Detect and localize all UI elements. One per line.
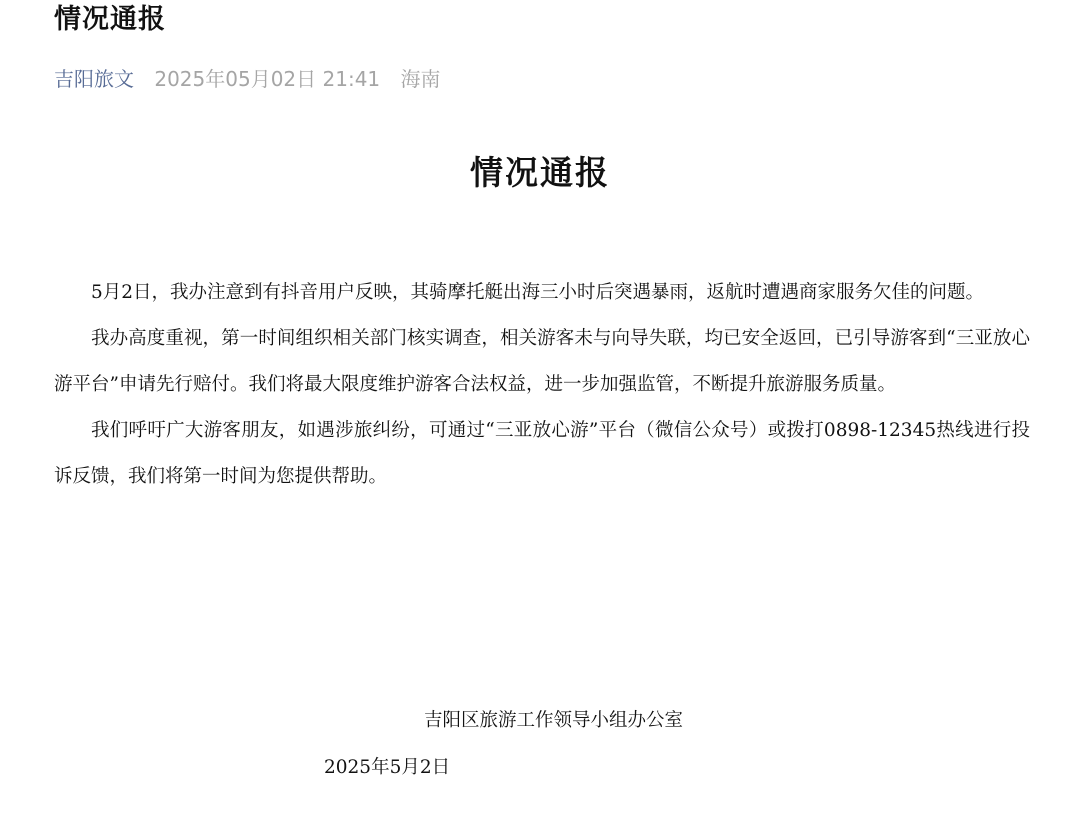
body-paragraph: 我们呼吁广大游客朋友，如遇涉旅纠纷，可通过“三亚放心游”平台（微信公众号）或拨打0898-12345热线进行投诉反馈，我们将第一时间为您提供帮助。: [54, 420, 1030, 487]
publish-location: 海南: [400, 67, 441, 91]
publish-time: 2025年05月02日 21:41: [154, 67, 381, 91]
article-body: [54, 270, 1030, 500]
body-paragraph: 5月2日，我办注意到有抖音用户反映，其骑摩托艇出海三小时后突遇暴雨，返航时遭遇商家服务欠佳的问题。: [91, 282, 985, 303]
account-name-link[interactable]: 吉阳旅文: [54, 67, 134, 91]
article-title: 情况通报: [54, 4, 166, 35]
body-paragraph: 我办高度重视，第一时间组织相关部门核实调查，相关游客未与向导失联，均已安全返回，已引导游客到“三亚放心游平台”申请先行赔付。我们将最大限度维护游客合法权益，进一步加强监管，不断提升旅游服务质量。: [54, 328, 1030, 395]
issue-date: 2025年5月2日: [324, 757, 451, 778]
issuer-signature: 吉阳区旅游工作领导小组办公室: [424, 710, 684, 731]
article-meta: [54, 64, 441, 94]
notice-heading: 情况通报: [470, 153, 610, 192]
